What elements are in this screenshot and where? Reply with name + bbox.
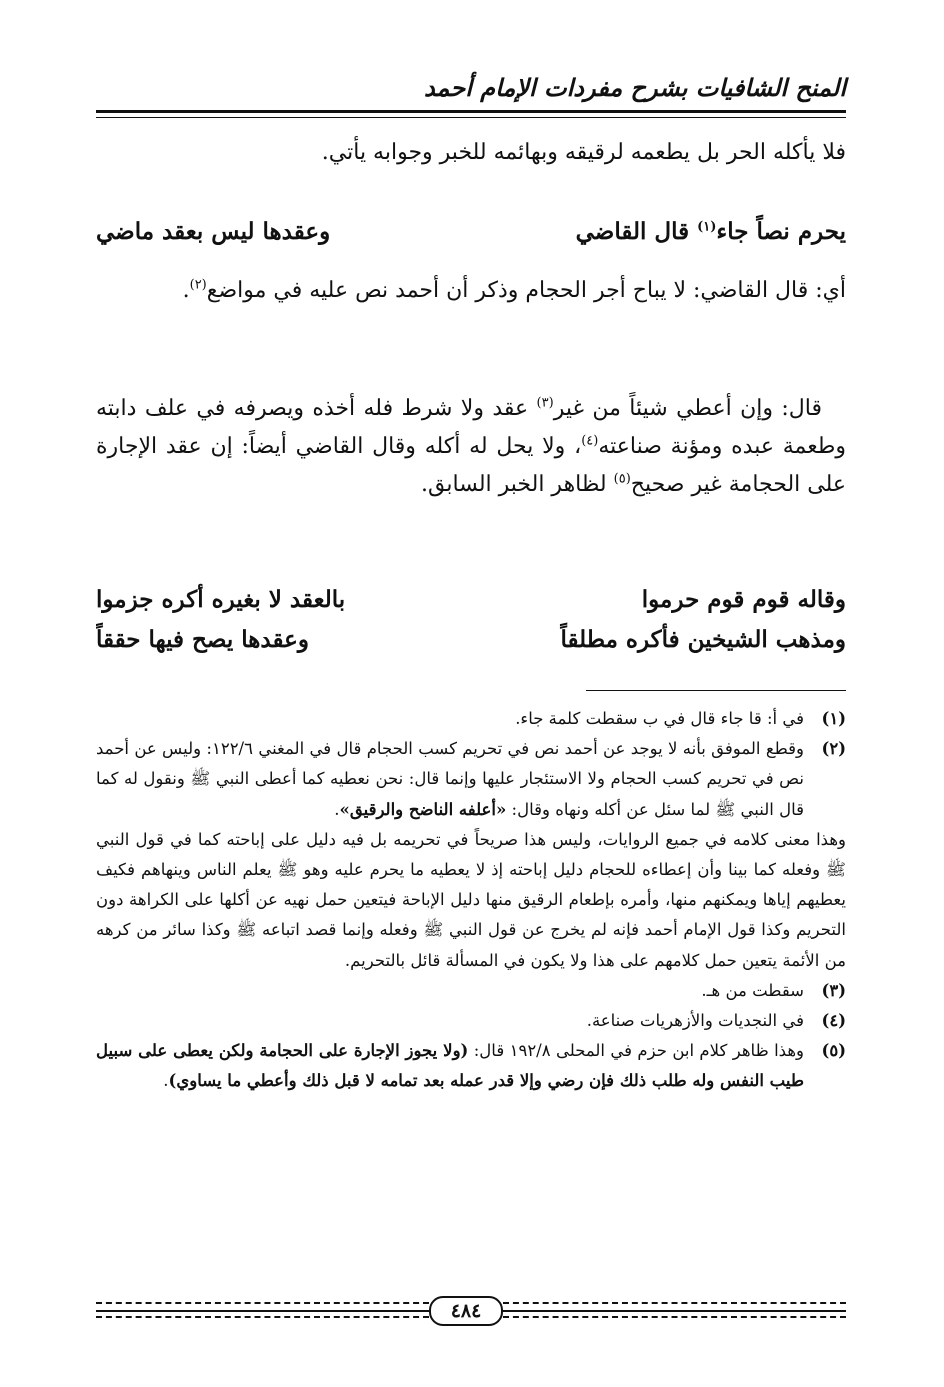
paragraph-1 bbox=[96, 134, 846, 172]
verse-2-second-hemistich: بالعقد لا بغيره أكره جزموا bbox=[96, 586, 346, 613]
footnote-5-text-end: . bbox=[163, 1071, 169, 1091]
paragraph-3-text-c: ، ولا يحل له أكله وقال القاضي أيضاً: إن عقد الإجارة على الحجامة غير صحيح bbox=[96, 434, 846, 497]
footnote-5-text: وهذا ظاهر كلام ابن حزم في المحلى ١٩٢/٨ قال: bbox=[468, 1041, 804, 1061]
footnote-ref-5[interactable]: (٥) bbox=[613, 471, 631, 487]
footnote-5-quote: (ولا يجوز الإجارة على الحجامة ولكن يعطى على سبيل طيب النفس وله طلب ذلك فإن رضي وإلا قدر عمله بعد تمامه لا قبل ذلك وأعطي ما يساوي) bbox=[96, 1041, 804, 1091]
paragraph-2-end: . bbox=[182, 278, 190, 303]
footer-dashed-line-left-lower bbox=[96, 1316, 429, 1318]
page-footer bbox=[96, 1296, 846, 1326]
footnote-4-text: في النجديات والأزهريات صناعة. bbox=[586, 1011, 804, 1031]
footnote-2-hadith-quote: «أعلفه الناضح والرقيق» bbox=[339, 799, 507, 819]
footnote-4 bbox=[96, 1006, 846, 1036]
footnote-ref-2[interactable]: (٢) bbox=[189, 277, 207, 293]
footnote-3-text: سقطت من هـ. bbox=[701, 980, 804, 1000]
header-rule-thin bbox=[96, 117, 846, 118]
footnote-2-continuation: وهذا معنى كلامه في جميع الروايات، وليس هذا صريحاً في تحريمه بل فيه دليل على إباحته كما في قول النبي ﷺ وفعله كما بينا وأن إعطاءه للحجام دليل إباحته إذ لا يعطيه ما يحرم عليه وهو ﷺ يعلم الناس وينهاهم فكيف يعطيهم إياها ويمكنهم منها، وأمره بإطعام الرقيق منها دليل الإباحة فيتعين حمل نهيه عن أكلها على الكراهة دون التحريم وكذا قول الإمام أحمد فإنه لم يخرج عن قول النبي ﷺ وفعله وإنما قصد اتباعه ﷺ وكذا سائر من كرهه من الأئمة يتعين حمل كلامهم على هذا ولا يكون في المسألة قائل بالتحريم. bbox=[96, 829, 846, 970]
verse-1-first-text-end: قال القاضي bbox=[575, 218, 698, 245]
footer-dashed-line-right-lower bbox=[503, 1316, 846, 1318]
footnote-5-number: (٥) bbox=[821, 1041, 846, 1061]
paragraph-2 bbox=[96, 272, 846, 310]
verse-1-first-text: يحرم نصاً جاء bbox=[716, 218, 846, 245]
verse-2 bbox=[96, 580, 846, 620]
verse-3-second-hemistich: وعقدها يصح فيها حققاً bbox=[96, 626, 309, 653]
paragraph-1-text: فلا يأكله الحر بل يطعمه لرقيقه وبهائمه للخبر وجوابه يأتي. bbox=[321, 140, 846, 165]
paragraph-2-text: أي: قال القاضي: لا يباح أجر الحجام وذكر أن أحمد نص عليه في مواضع bbox=[206, 278, 846, 303]
paragraph-3 bbox=[96, 390, 846, 504]
footnote-2-number: (٢) bbox=[821, 739, 846, 759]
verse-3 bbox=[96, 620, 846, 660]
footnote-ref-1[interactable]: (١) bbox=[697, 219, 717, 235]
verse-1 bbox=[96, 212, 846, 252]
book-page bbox=[96, 0, 846, 1387]
footnote-4-number: (٤) bbox=[821, 1011, 846, 1031]
footnote-2 bbox=[96, 734, 846, 825]
verse-1-first-hemistich bbox=[476, 212, 846, 252]
footnote-3 bbox=[96, 976, 846, 1006]
footer-solid-line-right bbox=[503, 1310, 846, 1312]
footnote-2-text: وقطع الموفق بأنه لا يوجد عن أحمد نص في تحريم كسب الحجام قال في المغني ١٢٢/٦: وليس عن أحمد نص في تحريم كسب الحجام ولا الاستئجار عليها وإنما قال: نحن نعطيه كما أعطى النبي ﷺ ونقول له كما قال النبي ﷺ لما سئل عن أكله ونهاه وقال: bbox=[96, 739, 804, 819]
footnote-1-text: في أ: قا جاء قال في ب سقطت كلمة جاء. bbox=[515, 709, 804, 728]
footer-dashed-line-right bbox=[503, 1302, 846, 1304]
footer-dashed-line-left bbox=[96, 1302, 429, 1304]
footnote-1 bbox=[96, 704, 846, 734]
footnote-ref-4[interactable]: (٤) bbox=[581, 433, 599, 449]
footnote-3-number: (٣) bbox=[821, 980, 846, 1000]
paragraph-3-text-d: لظاهر الخبر السابق. bbox=[421, 472, 614, 497]
paragraph-3-text-a: قال: وإن أعطي شيئاً من غير bbox=[553, 396, 822, 421]
header-rule-thick bbox=[96, 110, 846, 113]
footnotes bbox=[96, 704, 846, 1097]
footnote-5 bbox=[96, 1036, 846, 1096]
verse-2-first-hemistich: وقاله قوم قوم حرموا bbox=[641, 586, 846, 613]
paragraph-3-text-b: عقد ولا شرط فله أخذه ويصرفه في علف دابته وطعمة عبده ومؤنة صناعته bbox=[96, 396, 846, 459]
footer-solid-line-left bbox=[96, 1310, 429, 1312]
footnote-ref-3[interactable]: (٣) bbox=[536, 395, 554, 411]
footnote-1-number: (١) bbox=[821, 709, 846, 728]
running-header-title: المنح الشافيات بشرح مفردات الإمام أحمد bbox=[423, 73, 846, 102]
footnote-2-text-end: . bbox=[334, 799, 340, 819]
footnote-separator bbox=[586, 690, 846, 691]
verse-1-second-hemistich: وعقدها ليس بعقد ماضي bbox=[96, 218, 331, 245]
page-number: ٤٨٤ bbox=[429, 1296, 503, 1326]
verse-3-first-hemistich: ومذهب الشيخين فأكره مطلقاً bbox=[560, 626, 846, 653]
